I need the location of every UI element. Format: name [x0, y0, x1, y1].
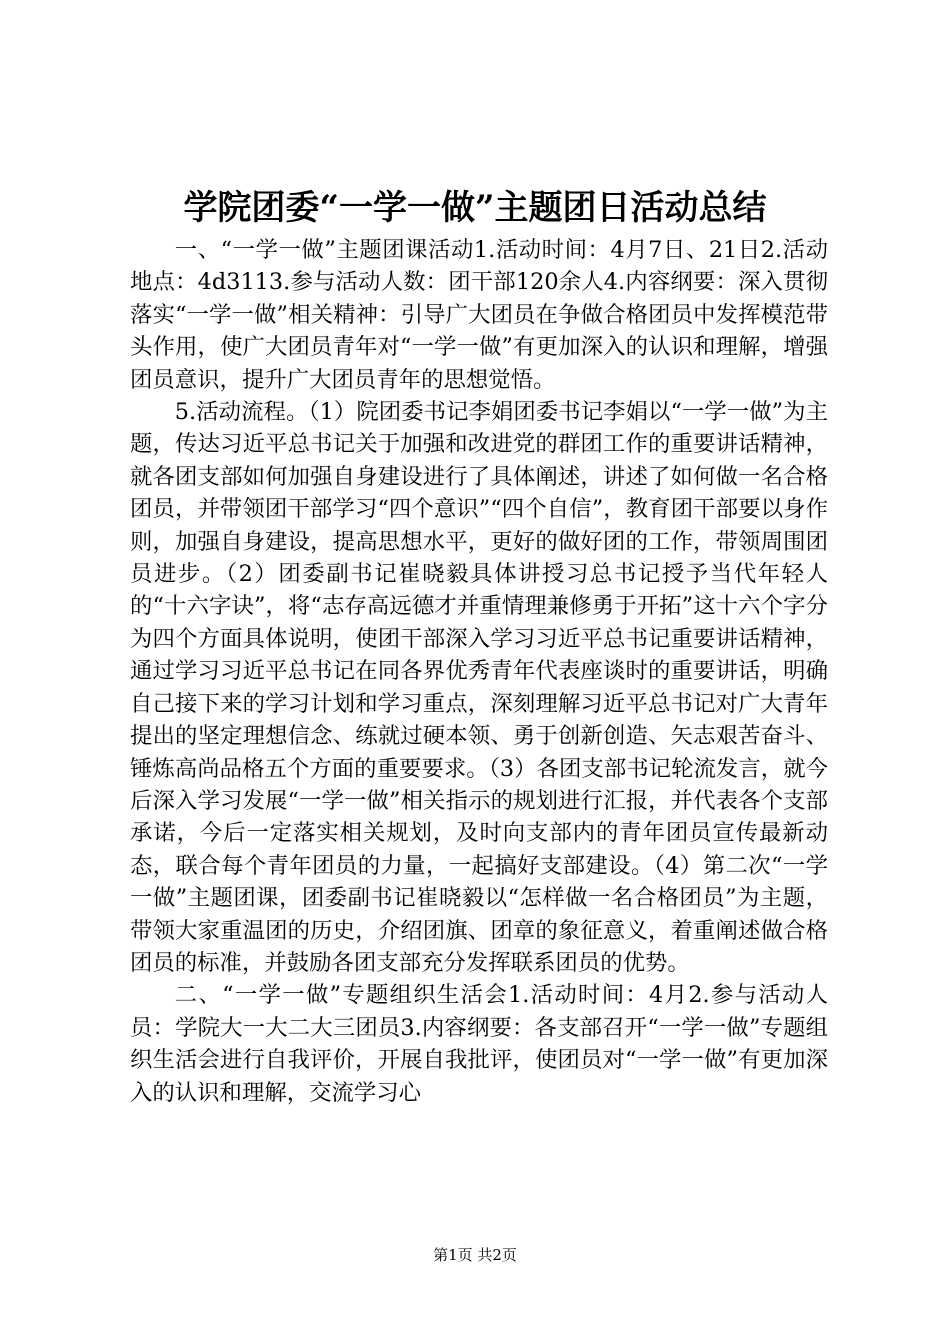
document-body — [130, 234, 828, 1109]
paragraph-1: 一、“一学一做”主题团课活动1.活动时间：4月7日、21日2.活动地点：4d3113.参与活动人数：团干部120余人4.内容纲要：深入贯彻落实“一学一做”相关精神：引导广大团员在争做合格团员中发挥模范带头作用，使广大团员青年对“一学一做”有更加深入的认识和理解，增强团员意识，提升广大团员青年的思想觉悟。 — [130, 237, 828, 393]
document-title: 学院团委“一学一做”主题团日活动总结 — [183, 188, 767, 228]
paragraph-2: 5.活动流程。（1）院团委书记李娟团委书记李娟以“一学一做”为主题，传达习近平总书记关于加强和改进党的群团工作的重要讲话精神，就各团支部如何加强自身建设进行了具体阐述，讲述了如何做一名合格团员，并带领团干部学习“四个意识”“四个自信”，教育团干部要以身作则，加强自身建设，提高思想水平，更好的做好团的工作，带领周围团员进步。（2）团委副书记崔晓毅具体讲授习总书记授予当代年轻人的“十六字诀”，将“志存高远德才并重情理兼修勇于开拓”这十六个字分为四个方面具体说明，使团干部深入学习习近平总书记重要讲话精神，通过学习习近平总书记在同各界优秀青年代表座谈时的重要讲话，明确自己接下来的学习计划和学习重点，深刻理解习近平总书记对广大青年提出的坚定理想信念、练就过硬本领、勇于创新创造、矢志艰苦奋斗、锤炼高尚品格五个方面的重要要求。（3）各团支部书记轮流发言，就今后深入学习发展“一学一做”相关指示的规划进行汇报，并代表各个支部承诺，今后一定落实相关规划，及时向支部内的青年团员宣传最新动态，联合每个青年团员的力量，一起搞好支部建设。（4）第二次“一学一做”主题团课，团委副书记崔晓毅以“怎样做一名合格团员”为主题，带领大家重温团的历史，介绍团旗、团章的象征意义，着重阐述做合格团员的标准，并鼓励各团支部充分发挥联系团员的优势。 — [130, 399, 828, 976]
page-footer: 第1页 共2页 — [433, 1246, 517, 1264]
paragraph-3: 二、“一学一做”专题组织生活会1.活动时间：4月2.参与活动人员：学院大一大二大三团员3.内容纲要：各支部召开“一学一做”专题组织生活会进行自我评价，开展自我批评，使团员对“一学一做”有更加深入的认识和理解，交流学习心 — [130, 982, 828, 1106]
